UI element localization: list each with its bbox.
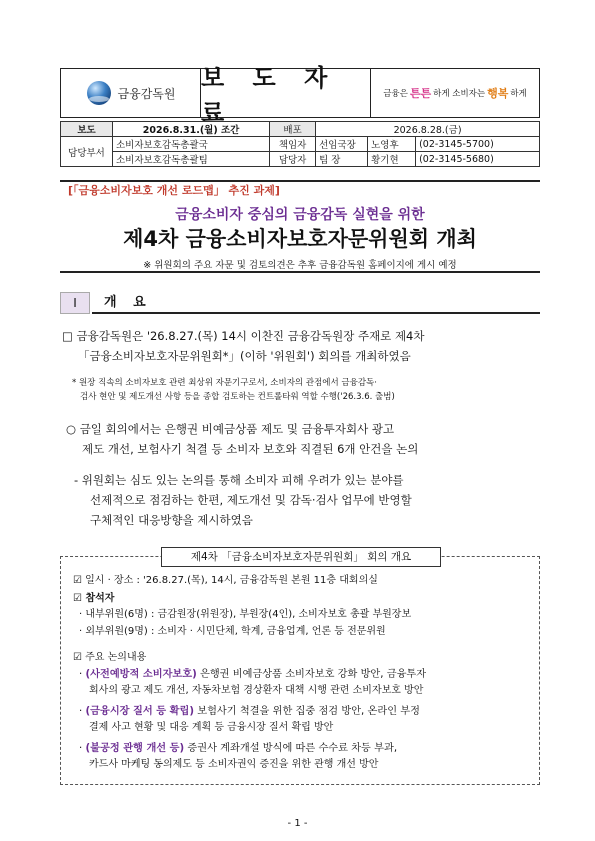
external-members: · 외부위원(9명) : 소비자 · 시민단체, 학계, 금융업계, 언론 등 전문위원 xyxy=(79,626,386,637)
agenda-item-1-line-2: 회사의 광고 제도 개선, 자동차보험 경상환자 대책 시행 관련 소비자보호 방안 xyxy=(89,685,424,696)
summary-title: 제4차 「금융소비자보호자문위원회」 회의 개요 xyxy=(161,547,441,567)
paragraph-1-line-2: 「금융소비자보호자문위원회*」(이하 '위원회') 회의를 개최하였음 xyxy=(78,349,411,363)
section-number: Ⅰ xyxy=(60,292,90,314)
press-header xyxy=(60,64,540,127)
attendees-heading: ☑ 참석자 xyxy=(73,593,115,604)
charge-label: 담당자 xyxy=(270,152,316,167)
charge-title: 팀 장 xyxy=(316,152,368,167)
paragraph-3-line-3: 구체적인 대응방향을 제시하였음 xyxy=(90,513,253,527)
resp-phone: (02-3145-5700) xyxy=(416,137,540,152)
resp-title: 선임국장 xyxy=(316,137,368,152)
fss-logo xyxy=(61,69,201,117)
paragraph-2-line-1: ○ 금일 회의에서는 은행권 비예금상품 제도 및 금융투자회사 광고 xyxy=(66,422,395,436)
slogan-part3: 하게 소비자는 xyxy=(433,89,486,99)
report-value: 2026.8.31.(월) 조간 xyxy=(113,122,270,137)
footnote-line-2: 검사 현안 및 제도개선 사항 등을 종합 검토하는 컨트롤타워 역할 수행('26.3.6. 출범) xyxy=(80,392,395,402)
main-title: 제4차 금융소비자보호자문위원회 개최 xyxy=(123,227,477,251)
slogan-part2: 튼튼 xyxy=(409,87,432,100)
internal-members: · 내부위원(6명) : 금감원장(위원장), 부원장(4인), 소비자보호 총괄 부원장보 xyxy=(79,609,412,620)
agenda-item-2-line-2: 결제 사고 현황 및 대응 계획 등 금융시장 질서 확립 방안 xyxy=(89,722,334,733)
agenda-item-2: · (금융시장 질서 등 확립) 보험사기 척결을 위한 집중 점검 방안, 온라인 부정 xyxy=(79,706,420,717)
agenda-heading: ☑ 주요 논의내용 xyxy=(73,652,147,663)
section-header xyxy=(60,292,540,314)
title-banner xyxy=(60,180,540,273)
date-place: ☑ 일시 · 장소 : '26.8.27.(목), 14시, 금융감독원 본원 11층 대회의실 xyxy=(73,575,378,586)
slogan-part4: 행복 xyxy=(487,87,509,100)
slogan-part1: 금융은 xyxy=(383,89,408,99)
report-label: 보도 xyxy=(61,122,113,137)
paragraph-1-line-1: □ 금융감독원은 '26.8.27.(목) 14시 이찬진 금융감독원장 주재로 제4차 xyxy=(62,329,425,343)
slogan xyxy=(371,69,539,117)
agenda-item-3-tag: (불공정 관행 개선 등) xyxy=(85,743,185,754)
page-number: - 1 - xyxy=(287,818,308,829)
subtitle: 금융소비자 중심의 금융감독 실현을 위한 xyxy=(175,207,425,223)
agenda-item-2-tag: (금융시장 질서 등 확립) xyxy=(85,706,195,717)
website-note: ※ 위원회의 주요 자문 및 검토의견은 추후 금융감독원 홈페이지에 게시 예정 xyxy=(143,260,457,271)
slogan-part5: 하게 xyxy=(510,89,527,99)
agenda-item-2-text: 보험사기 척결을 위한 집중 점검 방안, 온라인 부정 xyxy=(194,706,420,717)
distribution-label: 배포 xyxy=(270,122,316,137)
agenda-item-3: · (불공정 관행 개선 등) 증권사 계좌개설 방식에 따른 수수료 차등 부과, xyxy=(79,743,398,754)
logo-text: 금융감독원 xyxy=(117,86,176,101)
charge-phone: (02-3145-5680) xyxy=(416,152,540,167)
document-type-title: 보 도 자 료 xyxy=(201,69,371,117)
release-info-table xyxy=(60,121,540,167)
meeting-summary-box xyxy=(60,551,540,785)
agenda-item-3-line-2: 카드사 마케팅 동의제도 등 소비자권익 증진을 위한 관행 개선 방안 xyxy=(89,759,379,770)
distribution-value: 2026.8.28.(금) xyxy=(316,122,540,137)
agenda-item-3-text: 증권사 계좌개설 방식에 따른 수수료 차등 부과, xyxy=(184,743,398,754)
agenda-item-1: · (사전예방적 소비자보호) 은행권 비예금상품 소비자보호 강화 방안, 금융투자 xyxy=(79,669,427,680)
dept-2: 소비자보호감독총괄팀 xyxy=(113,152,270,167)
agenda-item-1-tag: (사전예방적 소비자보호) xyxy=(85,669,197,680)
roadmap-tag: [「금융소비자보호 개선 로드맵」 추진 과제] xyxy=(68,184,280,197)
paragraph-2-line-2: 제도 개선, 보험사기 척결 등 소비자 보호와 직결된 6개 안건을 논의 xyxy=(82,442,419,456)
dept-label: 담당부서 xyxy=(61,137,113,167)
charge-name: 황기현 xyxy=(368,152,416,167)
resp-name: 노영후 xyxy=(368,137,416,152)
agenda-item-1-text: 은행권 비예금상품 소비자보호 강화 방안, 금융투자 xyxy=(196,669,427,680)
paragraph-3-line-2: 선제적으로 점검하는 한편, 제도개선 및 감독·검사 업무에 반영할 xyxy=(90,493,412,507)
globe-logo-icon xyxy=(86,80,112,106)
resp-label: 책임자 xyxy=(270,137,316,152)
paragraph-3-line-1: - 위원회는 심도 있는 논의를 통해 소비자 피해 우려가 있는 분야를 xyxy=(74,473,404,487)
section-label: 개 요 xyxy=(92,292,540,314)
dept-1: 소비자보호감독총괄국 xyxy=(113,137,270,152)
footnote-line-1: * 원장 직속의 소비자보호 관련 최상위 자문기구로서, 소비자의 관점에서 금융감독· xyxy=(72,378,377,388)
